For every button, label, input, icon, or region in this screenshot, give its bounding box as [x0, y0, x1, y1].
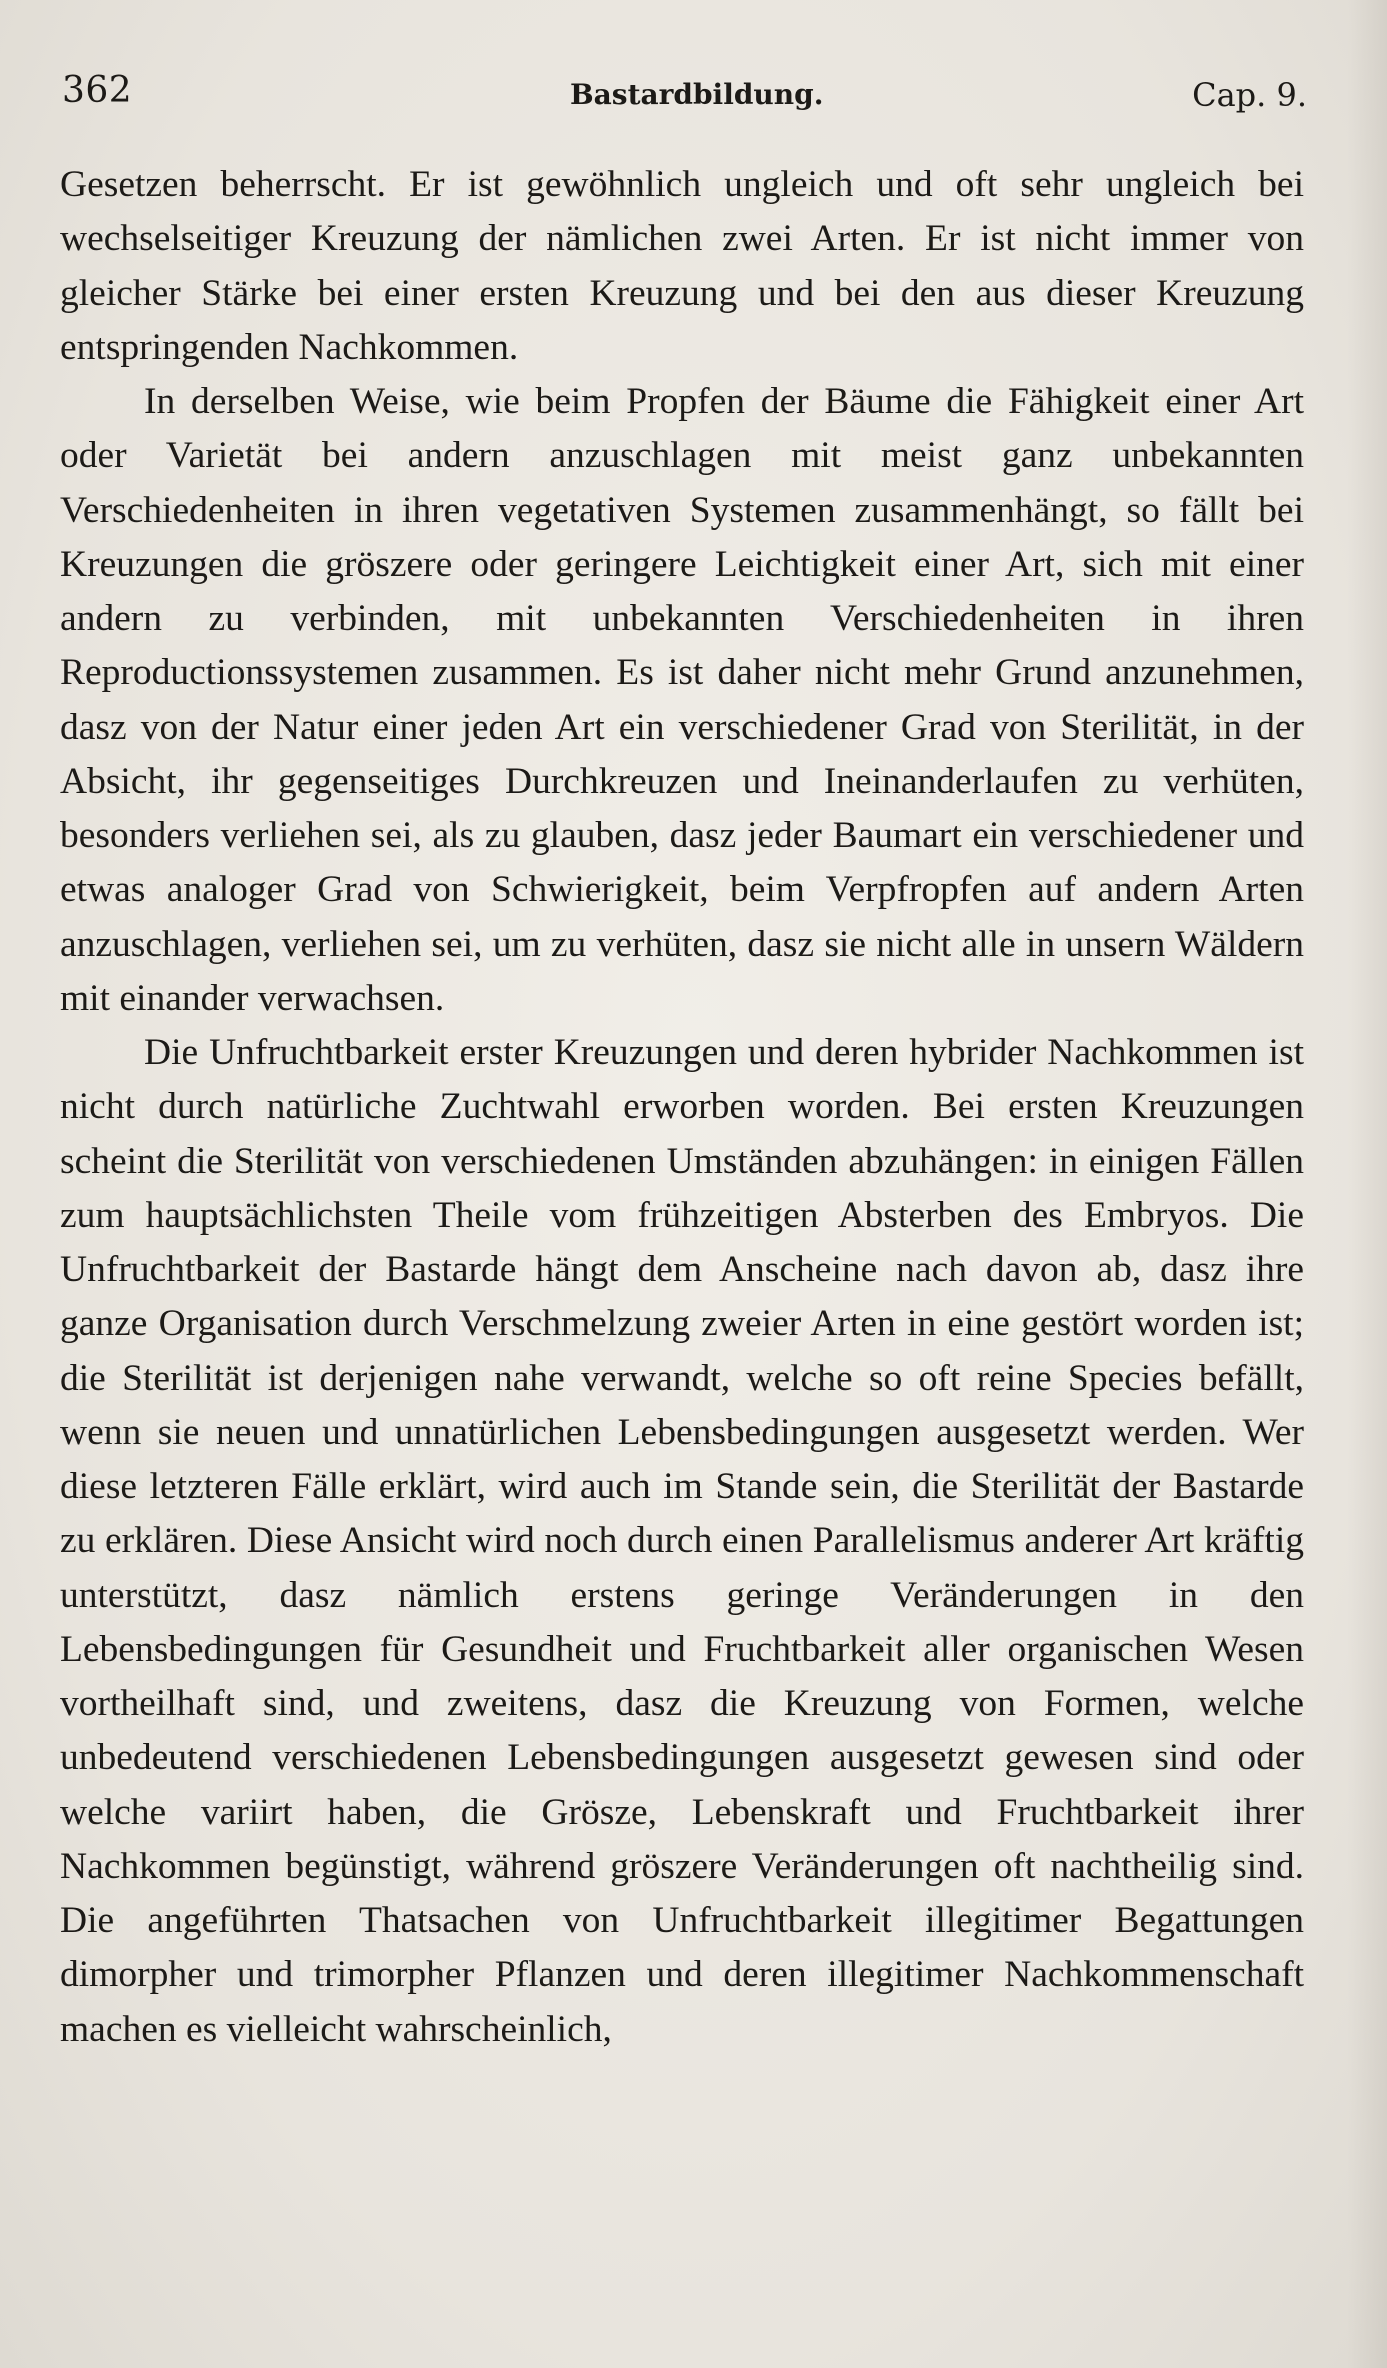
chapter-label: Cap. 9. — [1192, 76, 1307, 114]
body-text — [60, 158, 1304, 2057]
paragraph: In derselben Weise, wie beim Propfen der Bäume die Fähigkeit einer Art oder Varietät bei andern anzuschlagen mit meist ganz unbekannten Verschiedenheiten in ihren vegetativen Systemen zusammenhängt, so fällt bei Kreuzungen die gröszere oder geringere Leichtigkeit einer Art, sich mit einer andern zu verbinden, mit unbekannten Verschiedenheiten in ihren Reproductionssystemen zusammen. Es ist daher nicht mehr Grund anzunehmen, dasz von der Natur einer jeden Art ein verschiedener Grad von Sterilität, in der Absicht, ihr gegenseitiges Durchkreuzen und Ineinanderlaufen zu verhüten, besonders verliehen sei, als zu glauben, dasz jeder Baumart ein verschiedener und etwas analoger Grad von Schwierigkeit, beim Verpfropfen auf andern Arten anzuschlagen, verliehen sei, um zu verhüten, dasz sie nicht alle in unsern Wäldern mit einander verwachsen. — [60, 381, 1304, 1019]
paragraph-continued: Gesetzen beherrscht. Er ist gewöhnlich ungleich und oft sehr ungleich bei wechselseitiger Kreuzung der nämlichen zwei Arten. Er ist nicht immer von gleicher Stärke bei einer ersten Kreuzung und bei den aus dieser Kreuzung entspringenden Nachkommen. — [60, 164, 1304, 368]
paragraph: Die Unfruchtbarkeit erster Kreuzungen und deren hybrider Nachkommen ist nicht durch natürliche Zuchtwahl erworben worden. Bei ersten Kreuzungen scheint die Sterilität von verschiedenen Umständen abzuhängen: in einigen Fällen zum hauptsächlichsten Theile vom frühzeitigen Absterben des Embryos. Die Unfruchtbarkeit der Bastarde hängt dem Anscheine nach davon ab, dasz ihre ganze Organisation durch Verschmelzung zweier Arten in eine gestört worden ist; die Sterilität ist derjenigen nahe verwandt, welche so oft reine Species befällt, wenn sie neuen und unnatürlichen Lebensbedingungen ausgesetzt werden. Wer diese letzteren Fälle erklärt, wird auch im Stande sein, die Sterilität der Bastarde zu erklären. Diese Ansicht wird noch durch einen Parallelismus anderer Art kräftig unterstützt, dasz nämlich erstens geringe Veränderungen in den Lebensbedingungen für Gesundheit und Fruchtbarkeit aller organischen Wesen vortheilhaft sind, und zweitens, dasz die Kreuzung von Formen, welche unbedeutend verschiedenen Lebensbedingungen ausgesetzt gewesen sind oder welche variirt haben, die Grösze, Lebenskraft und Fruchtbarkeit ihrer Nachkommen begünstigt, während gröszere Veränderungen oft nachtheilig sind. Die angeführten Thatsachen von Unfruchtbarkeit illegitimer Begattungen dimorpher und trimorpher Pflanzen und deren illegitimer Nachkommenschaft machen es vielleicht wahrscheinlich, — [60, 1032, 1304, 2050]
page-edge-shadow — [1347, 0, 1387, 2368]
page-number: 362 — [62, 70, 133, 111]
running-title: Bastardbildung. — [570, 78, 824, 111]
page-header — [62, 70, 1307, 130]
